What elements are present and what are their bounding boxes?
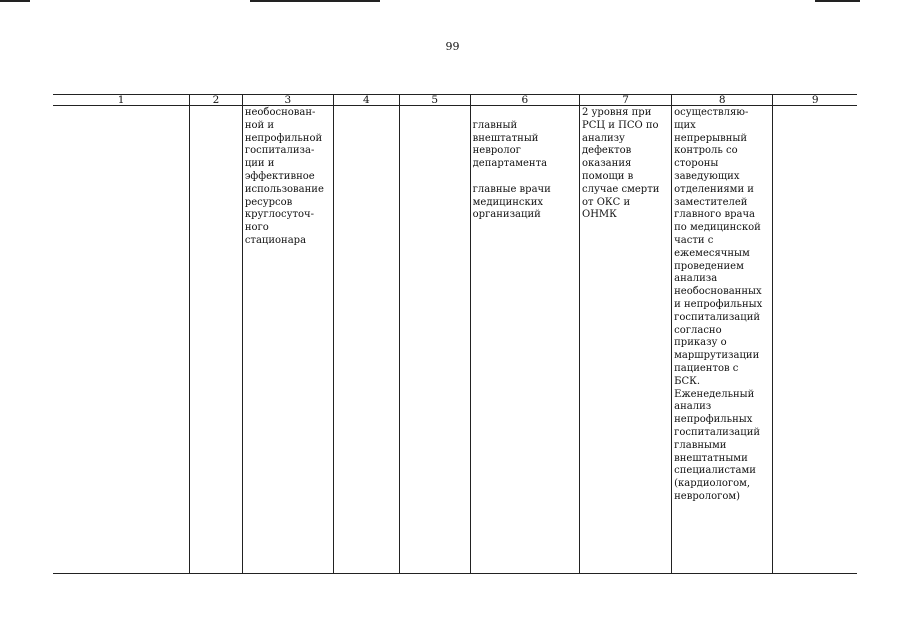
table-cell-col9 bbox=[773, 106, 857, 574]
table-row bbox=[53, 106, 857, 574]
document-table bbox=[53, 94, 857, 574]
column-header-4: 4 bbox=[333, 95, 399, 106]
table-cell-col1 bbox=[53, 106, 190, 574]
table-cell-col8: осуществляю- щих непрерывный контроль со стороны заведующих отделениями и заместителей главного врача по медицинской части с ежемесячным проведением анализа необоснованных и непрофильных госпитализаций согласно приказу о маршрутизации пациентов с БСК. Еженедельный анализ непрофильных госпитализаций главными внештатными специалистами (кардиологом, неврологом) bbox=[672, 106, 773, 574]
table-cell-col6: главный внештатный невролог департамента главные врачи медицинских организаций bbox=[470, 106, 579, 574]
column-header-6: 6 bbox=[470, 95, 579, 106]
table-cell-col3: необоснован- ной и непрофильной госпитализа- ции и эффективное использование ресурсов круглосуточ- ного стационара bbox=[242, 106, 333, 574]
table-cell-col7: 2 уровня при РСЦ и ПСО по анализу дефектов оказания помощи в случае смерти от ОКС и ОНМК bbox=[580, 106, 672, 574]
column-header-9: 9 bbox=[773, 95, 857, 106]
column-header-3: 3 bbox=[242, 95, 333, 106]
table-cell-col4 bbox=[333, 106, 399, 574]
column-header-7: 7 bbox=[580, 95, 672, 106]
table-cell-col2 bbox=[190, 106, 243, 574]
column-header-5: 5 bbox=[399, 95, 470, 106]
scan-edge-mark bbox=[250, 0, 380, 2]
column-header-8: 8 bbox=[672, 95, 773, 106]
scan-edge-mark bbox=[815, 0, 860, 2]
column-header-2: 2 bbox=[190, 95, 243, 106]
scan-edge-mark bbox=[0, 0, 30, 2]
page-number: 99 bbox=[445, 40, 460, 53]
column-header-1: 1 bbox=[53, 95, 190, 106]
table-cell-col5 bbox=[399, 106, 470, 574]
table-header-row bbox=[53, 95, 857, 106]
